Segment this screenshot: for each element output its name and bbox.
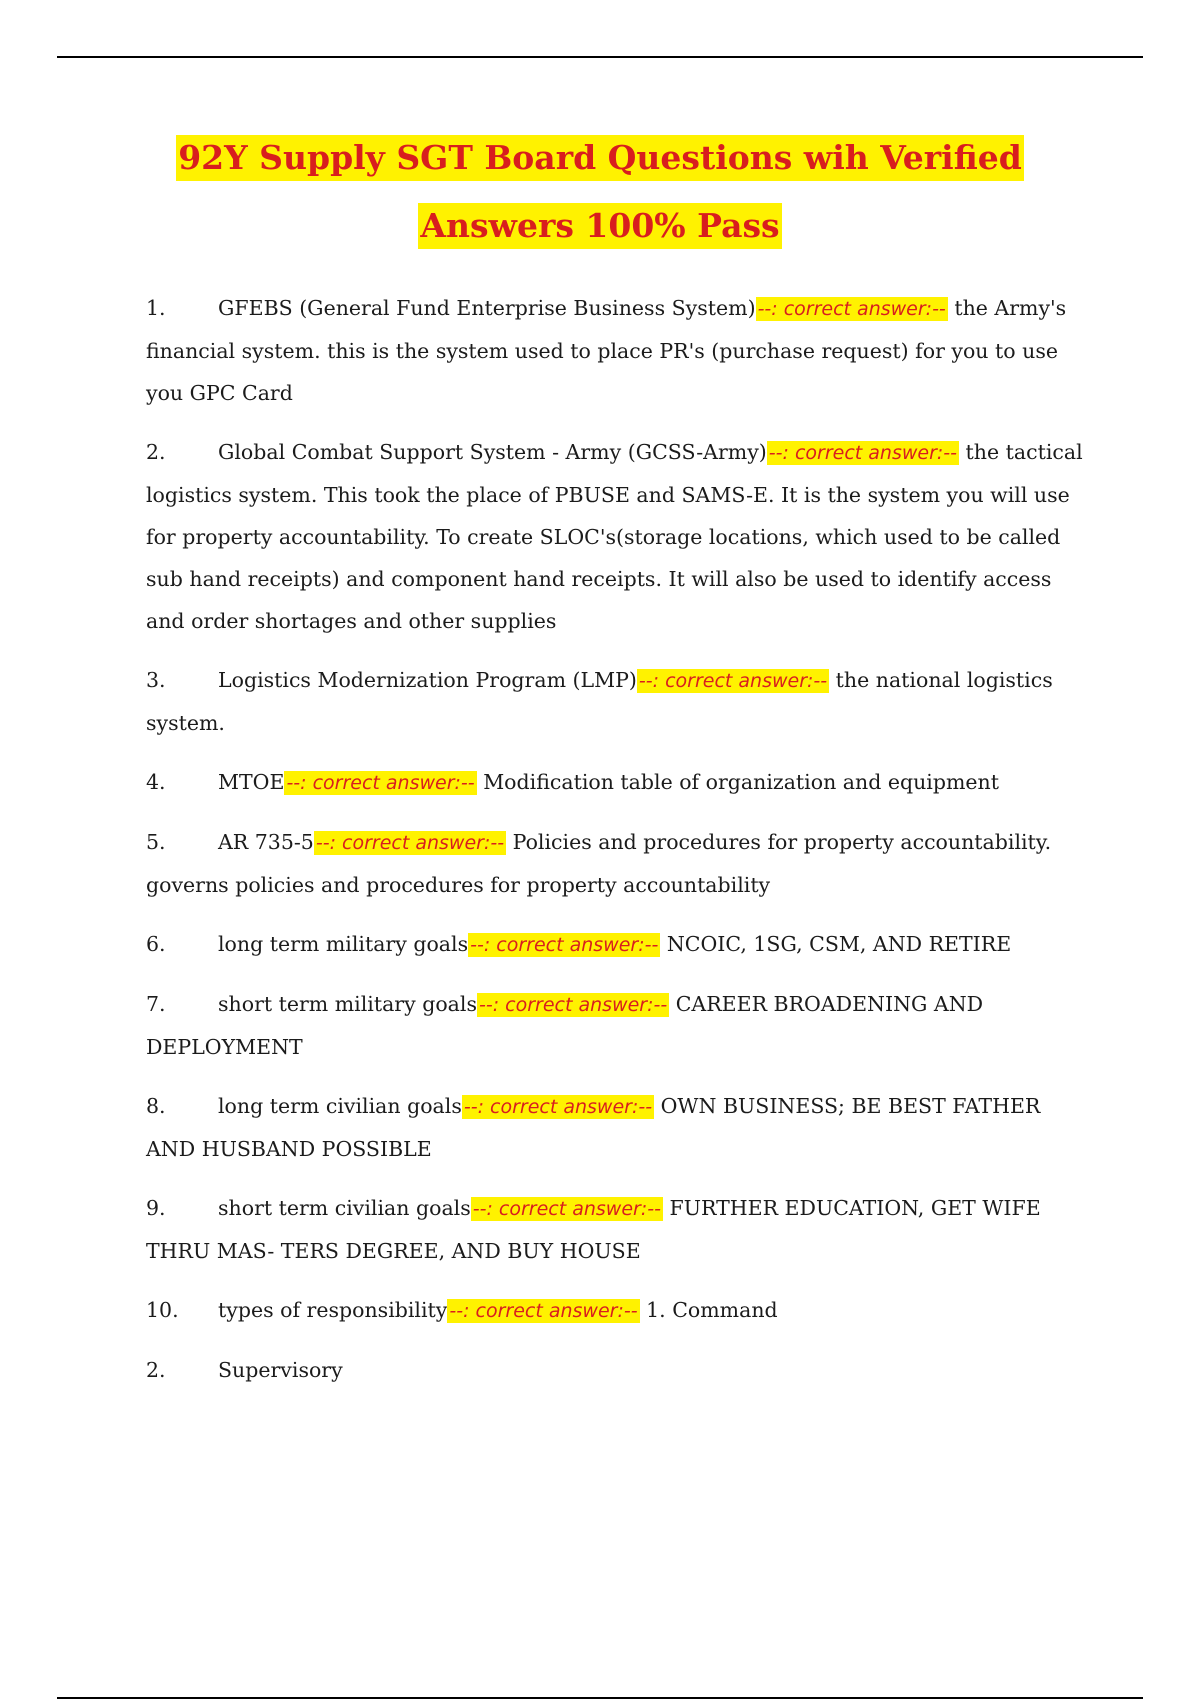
answer-marker: --: correct answer:-- <box>470 934 659 956</box>
item-term: short term civilian goals <box>218 1196 471 1220</box>
item-number: 10. <box>146 1298 179 1322</box>
item-answer: Policies and procedures for property accountability. governs policies and procedures for property accountability <box>146 830 1052 897</box>
title-line-2: Answers 100% Pass <box>418 203 781 249</box>
qa-item-3 <box>146 659 1086 744</box>
item-answer: FURTHER EDUCATION, GET WIFE THRU MAS- TERS DEGREE, AND BUY HOUSE <box>146 1196 1041 1263</box>
item-term: Logistics Modernization Program (LMP) <box>218 668 637 692</box>
item-answer: Modification table of organization and equipment <box>483 770 1000 794</box>
qa-item-5 <box>146 821 1086 906</box>
item-number: 5. <box>146 830 166 854</box>
item-answer: the national logistics system. <box>146 668 1053 735</box>
qa-list <box>146 287 1086 1408</box>
answer-marker: --: correct answer:-- <box>463 1096 653 1118</box>
qa-item-1 <box>146 287 1086 414</box>
item-term: short term military goals <box>218 992 477 1016</box>
item-number: 4. <box>146 770 166 794</box>
item-number: 2. <box>146 440 166 464</box>
answer-marker: --: correct answer:-- <box>638 670 828 692</box>
answer-marker: --: correct answer:-- <box>286 772 475 794</box>
item-number: 1. <box>146 296 166 320</box>
qa-item-9 <box>146 1187 1086 1272</box>
item-answer: the tactical logistics system. This took the place of PBUSE and SAMS-E. It is the system you will use for property accountability. To create SLOC's(storage locations, which used to be called sub hand receipts) and component hand receipts. It will also be used to identify access and order shortages and other supplies <box>146 440 1083 633</box>
qa-item-4 <box>146 761 1086 804</box>
qa-item-trailing <box>146 1349 1086 1391</box>
item-term: types of responsibility <box>218 1298 448 1322</box>
top-rule <box>57 56 1143 58</box>
bottom-rule <box>57 1697 1143 1699</box>
item-term: AR 735-5 <box>218 830 314 854</box>
item-answer: the Army's financial system. this is the system used to place PR's (purchase request) for you to use you GPC Card <box>146 296 1067 405</box>
qa-item-8 <box>146 1085 1086 1170</box>
qa-item-10 <box>146 1289 1086 1332</box>
item-answer: OWN BUSINESS; BE BEST FATHER AND HUSBAND POSSIBLE <box>146 1094 1041 1161</box>
item-term: MTOE <box>218 770 285 794</box>
answer-marker: --: correct answer:-- <box>449 1300 638 1322</box>
item-number: 2. <box>146 1358 166 1382</box>
qa-item-2 <box>146 431 1086 642</box>
item-number: 7. <box>146 992 166 1016</box>
item-number: 3. <box>146 668 166 692</box>
item-number: 8. <box>146 1094 166 1118</box>
qa-item-7 <box>146 983 1086 1068</box>
answer-marker: --: correct answer:-- <box>472 1198 661 1220</box>
qa-item-6 <box>146 923 1086 966</box>
item-answer: CAREER BROADENING AND DEPLOYMENT <box>146 992 984 1059</box>
item-text: Supervisory <box>218 1358 343 1382</box>
answer-marker: --: correct answer:-- <box>757 298 946 320</box>
item-number: 6. <box>146 932 166 956</box>
answer-marker: --: correct answer:-- <box>478 994 668 1016</box>
item-answer: 1. Command <box>646 1298 778 1322</box>
item-term: Global Combat Support System - Army (GCSS-Army) <box>218 440 767 464</box>
item-term: long term civilian goals <box>218 1094 462 1118</box>
answer-marker: --: correct answer:-- <box>315 832 505 854</box>
answer-marker: --: correct answer:-- <box>768 442 958 464</box>
title-line-1: 92Y Supply SGT Board Questions wih Verified <box>176 135 1024 181</box>
item-number: 9. <box>146 1196 166 1220</box>
item-term: GFEBS (General Fund Enterprise Business System) <box>218 296 756 320</box>
item-term: long term military goals <box>218 932 469 956</box>
document-title <box>0 135 1200 249</box>
item-answer: NCOIC, 1SG, CSM, AND RETIRE <box>666 932 1012 956</box>
